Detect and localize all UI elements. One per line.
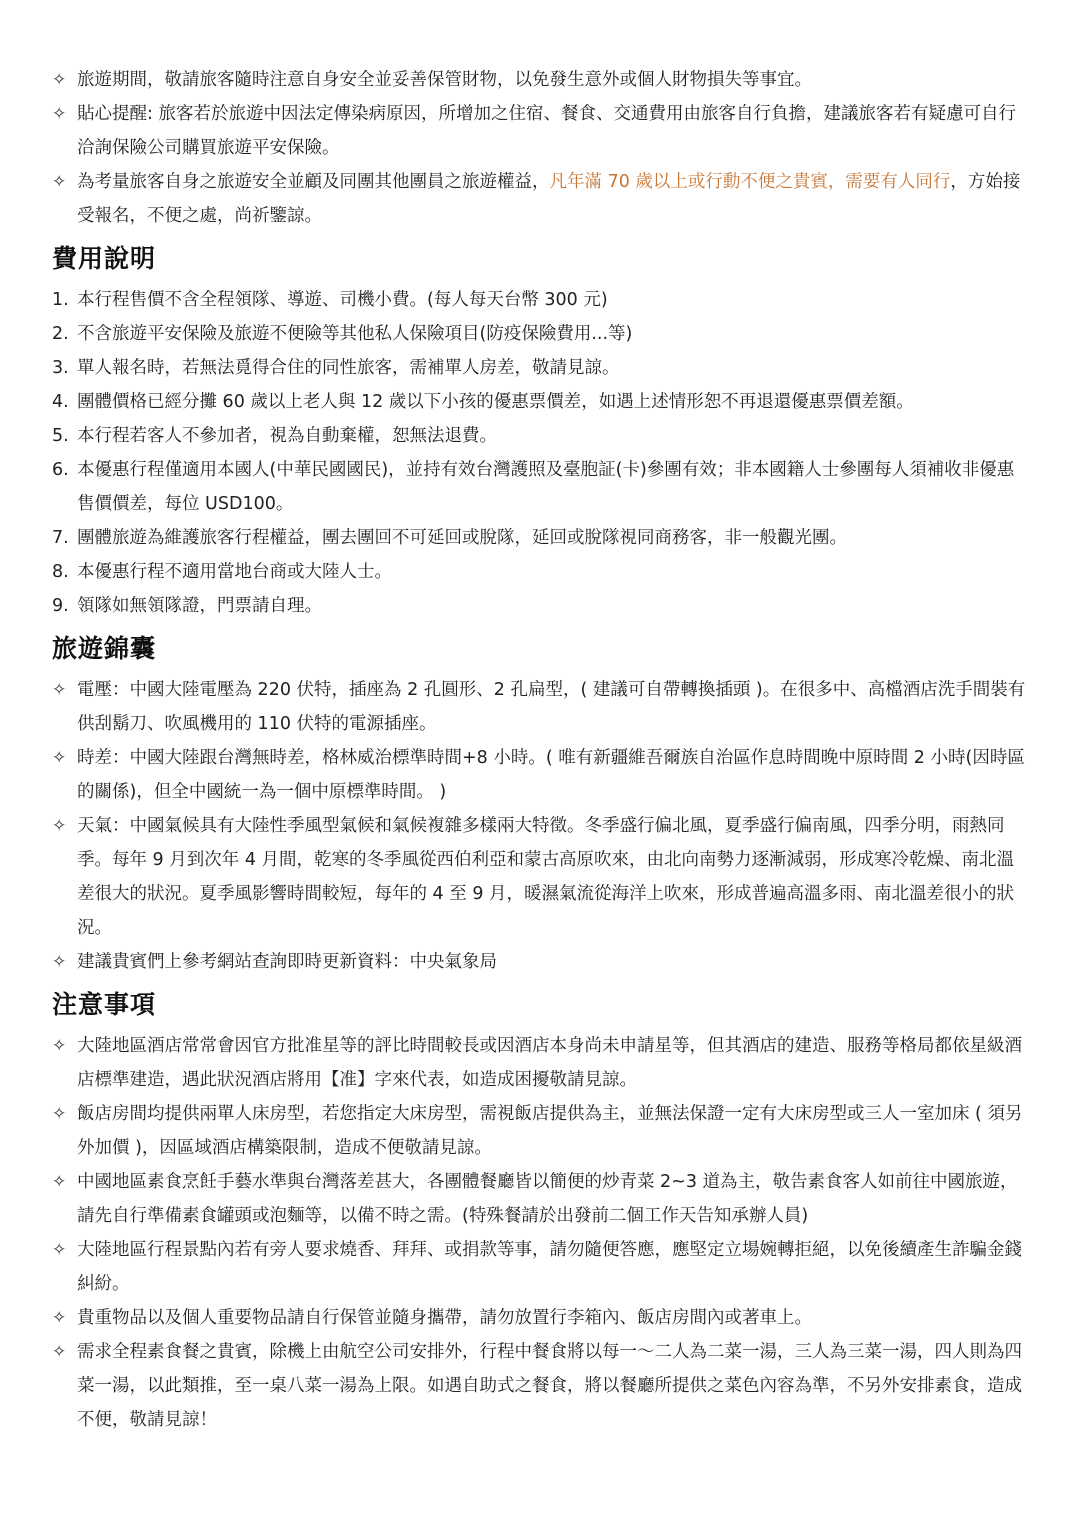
- item-number: 4.: [52, 392, 69, 412]
- section-title-notes: 注意事項: [52, 990, 157, 1019]
- item-number: 9.: [52, 596, 69, 616]
- item-text: 本優惠行程僅適用本國人(中華民國國民)，並持有效台灣護照及臺胞証(卡)參團有效；非本國籍人士參團每人須補收非優惠售價價差，每位 USD100。: [77, 460, 1015, 514]
- list-item: [50, 589, 1026, 623]
- four-pointed-star-icon: ✧: [52, 680, 67, 700]
- item-text: 本優惠行程不適用當地台商或大陸人士。: [77, 562, 392, 582]
- list-item: [50, 1097, 1026, 1165]
- item-number: 5.: [52, 426, 69, 446]
- bullet-text: 貴重物品以及個人重要物品請自行保管並隨身攜帶，請勿放置行李箱內、飯店房間內或著車上。: [77, 1308, 812, 1328]
- list-item: [50, 1233, 1026, 1301]
- list-item: [50, 385, 1026, 419]
- list-item: [50, 351, 1026, 385]
- section-title-tips: 旅遊錦囊: [52, 634, 157, 663]
- list-item: [50, 945, 1026, 979]
- item-number: 3.: [52, 358, 69, 378]
- bullet-text: 電壓：中國大陸電壓為 220 伏特，插座為 2 孔圓形、2 孔扁型，( 建議可自帶轉換插頭 )。在很多中、高檔酒店洗手間裝有供刮鬍刀、吹風機用的 110 伏特的電源插座。: [77, 680, 1026, 734]
- four-pointed-star-icon: ✧: [52, 1036, 67, 1056]
- list-item: [50, 419, 1026, 453]
- item-text: 團體價格已經分攤 60 歲以上老人與 12 歲以下小孩的優惠票價差，如遇上述情形恕不再退還優惠票價差額。: [77, 392, 914, 412]
- bullet-text: ，方始接受報名，不便之處，尚祈鑒諒。: [77, 172, 1021, 226]
- bullet-text: 時差：中國大陸跟台灣無時差，格林威治標準時間+8 小時。( 唯有新疆維吾爾族自治區作息時間晚中原時間 2 小時(因時區的關係)，但全中國統一為一個中原標準時間。 ): [77, 748, 1025, 802]
- four-pointed-star-icon: ✧: [52, 816, 67, 836]
- notes-bullet-list: [50, 1029, 1026, 1437]
- four-pointed-star-icon: ✧: [52, 70, 67, 90]
- list-item: [50, 1029, 1026, 1097]
- four-pointed-star-icon: ✧: [52, 104, 67, 124]
- bullet-text: 大陸地區酒店常常會因官方批准星等的評比時間較長或因酒店本身尚未申請星等，但其酒店的建造、服務等格局都依星級酒店標準建造，遇此狀況酒店將用【准】字來代表，如造成困擾敬請見諒。: [77, 1036, 1022, 1090]
- bullet-text: 旅遊期間，敬請旅客隨時注意自身安全並妥善保管財物，以免發生意外或個人財物損失等事宜。: [77, 70, 812, 90]
- tips-bullet-list: [50, 673, 1026, 979]
- fees-section: [50, 241, 1026, 623]
- item-text: 不含旅遊平安保險及旅遊不便險等其他私人保險項目(防疫保險費用...等): [77, 324, 633, 344]
- item-text: 單人報名時，若無法覓得合住的同性旅客，需補單人房差，敬請見諒。: [77, 358, 620, 378]
- item-text: 本行程售價不含全程領隊、導遊、司機小費。(每人每天台幣 300 元): [77, 290, 608, 310]
- bullet-text: 建議貴賓們上參考網站查詢即時更新資料：中央氣象局: [77, 952, 497, 972]
- list-item: [50, 1301, 1026, 1335]
- section-title-fees: 費用說明: [52, 244, 157, 273]
- bullet-text: 中國地區素食烹飪手藝水準與台灣落差甚大，各團體餐廳皆以簡便的炒青菜 2~3 道為主，敬告素食客人如前往中國旅遊，請先自行準備素食罐頭或泡麵等，以備不時之需。(特殊餐請於出發前二個工作天告知承辦人員): [77, 1172, 1018, 1226]
- bullet-text: 飯店房間均提供兩單人床房型，若您指定大床房型，需視飯店提供為主，並無法保證一定有大床房型或三人一室加床 ( 須另外加價 )，因區域酒店構築限制，造成不便敬請見諒。: [77, 1104, 1023, 1158]
- four-pointed-star-icon: ✧: [52, 172, 67, 192]
- item-number: 2.: [52, 324, 69, 344]
- list-item: [50, 521, 1026, 555]
- highlighted-text: 凡年滿 70 歲以上或行動不便之貴賓，需要有人同行: [549, 172, 951, 192]
- list-item: [50, 97, 1026, 165]
- intro-bullet-list: [50, 63, 1026, 233]
- list-item: [50, 317, 1026, 351]
- notes-section: [50, 987, 1026, 1437]
- item-number: 8.: [52, 562, 69, 582]
- four-pointed-star-icon: ✧: [52, 1342, 67, 1362]
- item-text: 團體旅遊為維護旅客行程權益，團去團回不可延回或脫隊，延回或脫隊視同商務客，非一般觀光團。: [77, 528, 847, 548]
- list-item: [50, 165, 1026, 233]
- item-number: 6.: [52, 460, 69, 480]
- list-item: [50, 741, 1026, 809]
- list-item: [50, 1165, 1026, 1233]
- four-pointed-star-icon: ✧: [52, 748, 67, 768]
- bullet-text: 為考量旅客自身之旅遊安全並顧及同團其他團員之旅遊權益，: [77, 172, 550, 192]
- list-item: [50, 1335, 1026, 1437]
- bullet-text: 貼心提醒: 旅客若於旅遊中因法定傳染病原因，所增加之住宿、餐食、交通費用由旅客自行負擔，建議旅客若有疑慮可自行洽詢保險公司購買旅遊平安保險。: [77, 104, 1016, 158]
- list-item: [50, 673, 1026, 741]
- item-text: 本行程若客人不參加者，視為自動棄權，恕無法退費。: [77, 426, 497, 446]
- list-item: [50, 453, 1026, 521]
- bullet-text: 大陸地區行程景點內若有旁人要求燒香、拜拜、或捐款等事，請勿隨便答應，應堅定立場婉轉拒絕，以免後續產生詐騙金錢糾紛。: [77, 1240, 1022, 1294]
- item-number: 7.: [52, 528, 69, 548]
- four-pointed-star-icon: ✧: [52, 952, 67, 972]
- list-item: [50, 555, 1026, 589]
- four-pointed-star-icon: ✧: [52, 1104, 67, 1124]
- list-item: [50, 63, 1026, 97]
- tips-section: [50, 631, 1026, 979]
- bullet-text: 需求全程素食餐之貴賓，除機上由航空公司安排外，行程中餐食將以每一～二人為二菜一湯，三人為三菜一湯，四人則為四菜一湯，以此類推，至一桌八菜一湯為上限。如遇自助式之餐食，將以餐廳所提供之菜色內容為準，不另外安排素食，造成不便，敬請見諒！: [77, 1342, 1022, 1430]
- four-pointed-star-icon: ✧: [52, 1172, 67, 1192]
- item-number: 1.: [52, 290, 69, 310]
- bullet-text: 天氣：中國氣候具有大陸性季風型氣候和氣候複雜多樣兩大特徵。冬季盛行偏北風，夏季盛行偏南風，四季分明，雨熱同季。每年 9 月到次年 4 月間，乾寒的冬季風從西伯利亞和蒙古高原吹來，由北向南勢力逐漸減弱，形成寒冷乾燥、南北溫差很大的狀況。夏季風影響時間較短，每年的 4 至 9 月，暖濕氣流從海洋上吹來，形成普遍高溫多雨、南北溫差很小的狀況。: [77, 816, 1015, 938]
- list-item: [50, 283, 1026, 317]
- fees-list: [50, 283, 1026, 623]
- four-pointed-star-icon: ✧: [52, 1240, 67, 1260]
- item-text: 領隊如無領隊證，門票請自理。: [77, 596, 322, 616]
- list-item: [50, 809, 1026, 945]
- four-pointed-star-icon: ✧: [52, 1308, 67, 1328]
